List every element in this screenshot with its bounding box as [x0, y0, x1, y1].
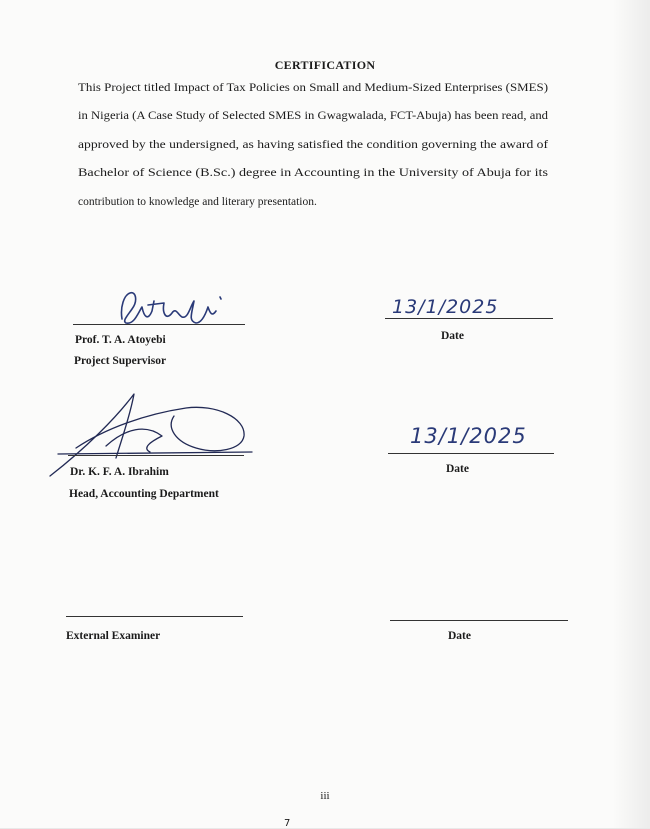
page-title: CERTIFICATION: [274, 58, 376, 72]
head-date-label: Date: [446, 463, 469, 475]
page-number: iii: [320, 790, 330, 802]
paragraph-line-2: in Nigeria (A Case Study of Selected SMES in Gwagwalada, FCT-Abuja) has been read, and: [78, 110, 548, 122]
external-examiner-label: External Examiner: [66, 630, 161, 642]
head-handwritten-date: 13/1/2025: [410, 424, 527, 448]
paragraph-line-3: approved by the undersigned, as having satisfied the condition governing the award of: [78, 139, 548, 151]
supervisor-signature-drawing: [108, 287, 268, 337]
supervisor-role: Project Supervisor: [74, 355, 167, 367]
head-date-line: [388, 453, 554, 454]
head-signature-drawing: [46, 388, 266, 478]
supervisor-signature-line: [73, 324, 245, 325]
paragraph-line-4: Bachelor of Science (B.Sc.) degree in Accounting in the University of Abuja for its: [78, 167, 548, 179]
external-date-label: Date: [448, 630, 471, 642]
scan-mark: 7: [284, 818, 291, 829]
external-signature-line: [66, 616, 243, 617]
supervisor-date-line: [385, 318, 553, 319]
paragraph-line-1: This Project titled Impact of Tax Policies on Small and Medium-Sized Enterprises (SMES): [78, 82, 548, 94]
head-name: Dr. K. F. A. Ibrahim: [70, 466, 169, 478]
supervisor-date-label: Date: [441, 330, 464, 342]
head-signature-line: [68, 455, 244, 456]
head-role: Head, Accounting Department: [69, 488, 219, 500]
supervisor-handwritten-date: 13/1/2025: [392, 296, 499, 318]
paragraph-line-5: contribution to knowledge and literary presentation.: [78, 196, 317, 208]
external-date-line: [390, 620, 568, 621]
supervisor-name: Prof. T. A. Atoyebi: [75, 334, 166, 346]
